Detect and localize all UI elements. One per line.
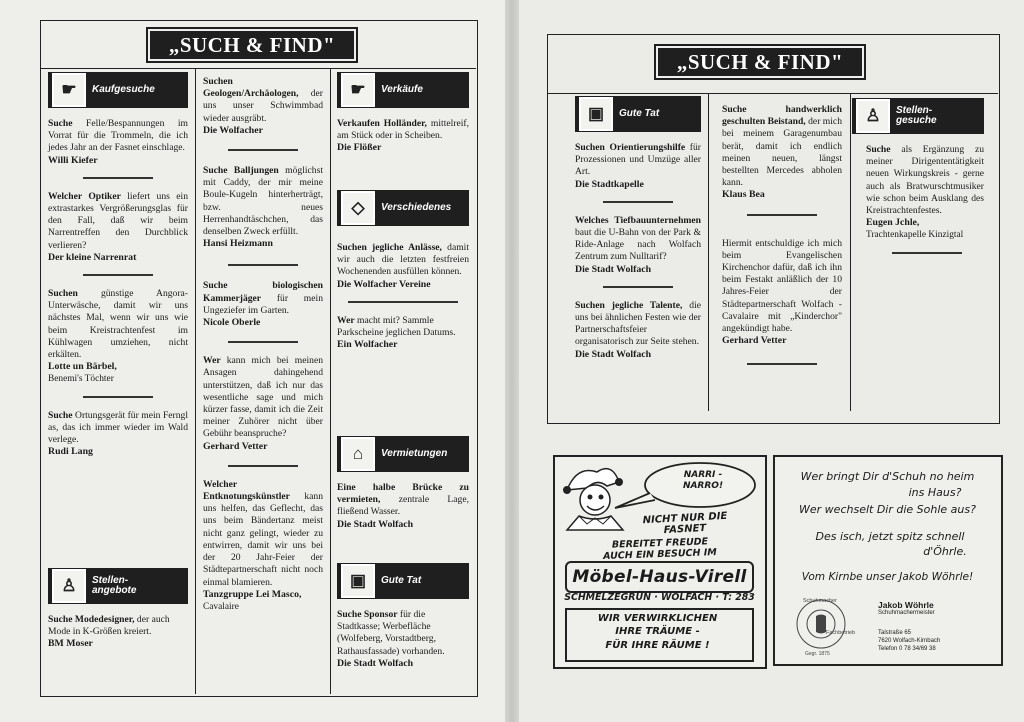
section-title: Gute Tat [619,107,660,119]
section-header-stellengesuche [852,98,984,134]
page-fold [505,0,519,722]
ad-item: Suche biologischen Kammerjäger für mein Ungeziefer im Garten. Nicole Oberle [203,280,323,329]
left-column-2 [203,72,323,613]
left-divider-2 [330,68,331,694]
shop-address: SCHMELZEGRÜN · WOLFACH · T: 283 [564,592,755,603]
ad-line: NICHT NUR DIE [642,510,728,527]
shoemaker-title: Schuhmachermeister [878,610,935,616]
left-column-3-vermietungen [337,436,469,531]
section-title: Vermietungen [381,447,448,459]
section-header-verschiedenes [337,190,469,226]
right-column-3 [852,98,984,266]
left-column-3-gutetat [337,563,469,670]
handshake-icon: ☛ [52,73,86,107]
right-column-1 [575,96,701,361]
section-header-gutetat [575,96,701,132]
seal-year: Gegr. 1875 [805,651,830,657]
ad-item: Welcher Entknotungskünstler kann uns helfen, das Geflecht, das uns beim Bändertanz meist nicht ganz gelingt, wieder zu entwirren, damit wir uns bei der 20 Jahr-Feier der Städtepartnerschaft nicht noch einmal blamieren. Tanzgruppe Lei Masco, Cavalaire [203,478,323,612]
ad-item: Wer macht mit? Sammle Parkscheine jeglichen Datums. Ein Wolfacher [337,314,456,351]
separator [83,396,153,398]
separator [228,341,298,343]
right-column-2 [722,100,842,365]
poem-line: ins Haus? [908,486,962,499]
slogan-line: IHRE TRÄUME - [615,626,700,637]
separator [603,201,673,203]
separator [747,363,817,365]
seal-text-top: Schuhmacher [803,598,837,604]
separator [83,177,153,179]
seal-text-side: Fachbetrieb [826,630,856,636]
separator [228,149,298,151]
right-divider-2 [850,93,851,411]
separator [892,252,962,254]
ad-item: Hiermit entschuldige ich mich beim Evangelischen Kirchenchor dafür, daß ich ihn beim Festakt anläßlich der 10 Jahres-Feier der Städtepartnerschaft Wolfach - Cavalaire mit „Kinderchor" angekündigt habe. Gerhard Vetter [722,237,842,347]
ad-item: Suchen Geologen/Archäologen, der uns unser Schwimmbad wieder ausgräbt. Die Wolfacher [203,76,323,136]
section-header-kaufgesuche [48,72,188,108]
shoemaker-seal-icon [790,597,852,655]
left-divider-1 [195,68,196,694]
left-top-rule [41,68,476,69]
section-header-verkaeufe [337,72,469,108]
address-line: Talstraße 65 [878,630,912,636]
separator [348,301,458,303]
separator [83,274,153,276]
shoemaker-name: Jakob Wöhrle [878,600,934,610]
section-header-gutetat [337,563,469,599]
house-icon: ⌂ [341,437,375,471]
section-title: Gute Tat [381,574,422,586]
left-column-3 [337,72,469,155]
left-column-1 [48,72,188,458]
shop-name-box [565,561,754,593]
ad-item: Verkaufen Holländer, mittelreif, am Stück oder in Scheiben. Die Flößer [337,118,469,154]
ad-item: Suche Ortungsgerät für mein Ferngl as, das ich immer wieder im Wald verlege. Rudi Lang [48,409,188,458]
ad-item: Suche Sponsor für die Stadtkasse; Werbefläche (Wolfeberg, Vorstadtberg, Rathausfassade) vorhanden. Die Stadt Wolfach [337,609,445,669]
right-banner: „SUCH & FIND" [654,44,866,80]
right-divider-1 [708,93,709,411]
slogan-line: WIR VERWIRKLICHEN [597,613,718,624]
left-column-1-bottom [48,568,188,651]
right-top-rule [548,93,998,94]
shapes-icon: ◇ [341,191,375,225]
ad-item: Suche Felle/Bespannungen im Vorrat für die Trommeln, die ich jedes Jahr an der Fasnet einschlage. Willi Kiefer [48,118,188,166]
ad-item: Eine halbe Brücke zu vermieten, zentrale Lage, fließend Wasser. Die Stadt Wolfach [337,482,469,530]
handshake-icon: ☛ [341,73,375,107]
ad-item: Wer kann mich bei meinen Ansagen dahingehend unterstützen, daß ich nur das wesentliche sage und mich kürzer fasse, damit ich die Zeit meiner Zuhörer nicht über Gebühr beanspruche? Gerhard Vetter [203,355,323,452]
ad-item: Suchen jegliche Anlässe, damit wir auch die letzten festfreien Wochenenden ausfüllen können. Die Wolfacher Vereine [337,242,469,290]
poem-line: d'Öhrle. [923,545,967,558]
ad-item: Suche als Ergänzung zu meiner Dirigententätigkeit neuen Wirkungskreis - gerne auch als Bratwurschtmusiker wie schon beim Ausklang des Kreistrachtenfestes. Eugen Jchle, Trachtenkapelle Kinzigtal [866,144,984,241]
ad-item: Welcher Optiker liefert uns ein extrastarkes Vergrößerungsglas für den Fall, daß wir beim Narrentreffen den Durchblick verlieren? Der kleine Narrenrat [48,190,188,263]
section-title: Kaufgesuche [92,83,155,95]
section-title: Stellen- gesuche [896,104,937,126]
separator [603,286,673,288]
person-icon: ♙ [856,99,890,133]
ad-item: Suche handwerklich geschulten Beistand, der mich bei meinem Garagenumbau berät, damit ich endlich meinen neuen, längst bestellten Mercedes abholen kann. Klaus Bea [722,104,842,201]
ad-line: AUCH EIN BESUCH IM [602,547,717,562]
poem-line: Vom Kirnbe unser Jakob Wöhrle! [801,571,974,583]
ad-line: BEREITET FREUDE [611,536,709,551]
gift-icon: ▣ [579,97,613,131]
left-banner: „SUCH & FIND" [146,27,358,63]
poem-line: Des isch, jetzt spitz schnell [815,530,965,543]
section-title: Verkäufe [381,83,423,95]
poem-line: Wer wechselt Dir die Sohle aus? [799,503,976,516]
separator [228,264,298,266]
section-title: Stellen- angebote [92,574,137,596]
address-line: 7620 Wolfach-Kirnbach [878,638,941,644]
person-icon: ♙ [52,569,86,603]
gift-icon: ▣ [341,564,375,598]
separator [228,465,298,467]
ad-item: Suchen Orientierungshilfe für Prozessionen und Umzüge aller Art. Die Stadtkapelle [575,142,701,190]
left-column-3-verschiedenes [337,190,469,351]
ad-item: Suche Modedesigner, der auch Mode in K-Größen kreiert. BM Moser [48,614,170,650]
shop-name: Möbel-Haus-Virell [572,567,747,587]
bubble-text: NARRI - NARRO! [682,470,724,491]
ad-item: Suchen jegliche Talente, die uns bei ähnlichen Festen wie der Partnerschaftsfeier organisatorisch zur Seite stehen. Die Stadt Wolfach [575,299,702,360]
ad-line: FASNET [663,522,707,537]
ad-item: Suchen günstige Angora-Unterwäsche, damit wir uns nächstes Mal, wenn wir uns wie beim Kreistrachtenfest im Kühlwagen umziehen, nicht erkälten. Lotte un Bärbel, Benemi's Töchter [48,288,188,385]
poem-line: Wer bringt Dir d'Schuh no heim [800,470,975,483]
section-header-stellenangebote [48,568,188,604]
phone-line: Telefon 0 78 34/69 38 [878,646,936,652]
section-header-vermietungen [337,436,469,472]
ad-item: Welches Tiefbauunternehmen baut die U-Bahn von der Park & Ride-Anlage nach Wolfach Zentrum zum Nulltarif? Die Stadt Wolfach [575,214,701,275]
section-title: Verschiedenes [381,201,452,213]
separator [747,214,817,216]
slogan-line: FÜR IHRE RÄUME ! [605,640,710,651]
ad-item: Suche Balljungen möglichst mit Caddy, der mir meine Boule-Kugeln hinterherträgt, bzw. neues Herrenhandtäschchen, das denselben Zweck erfüllt. Hansi Heizmann [203,165,323,250]
